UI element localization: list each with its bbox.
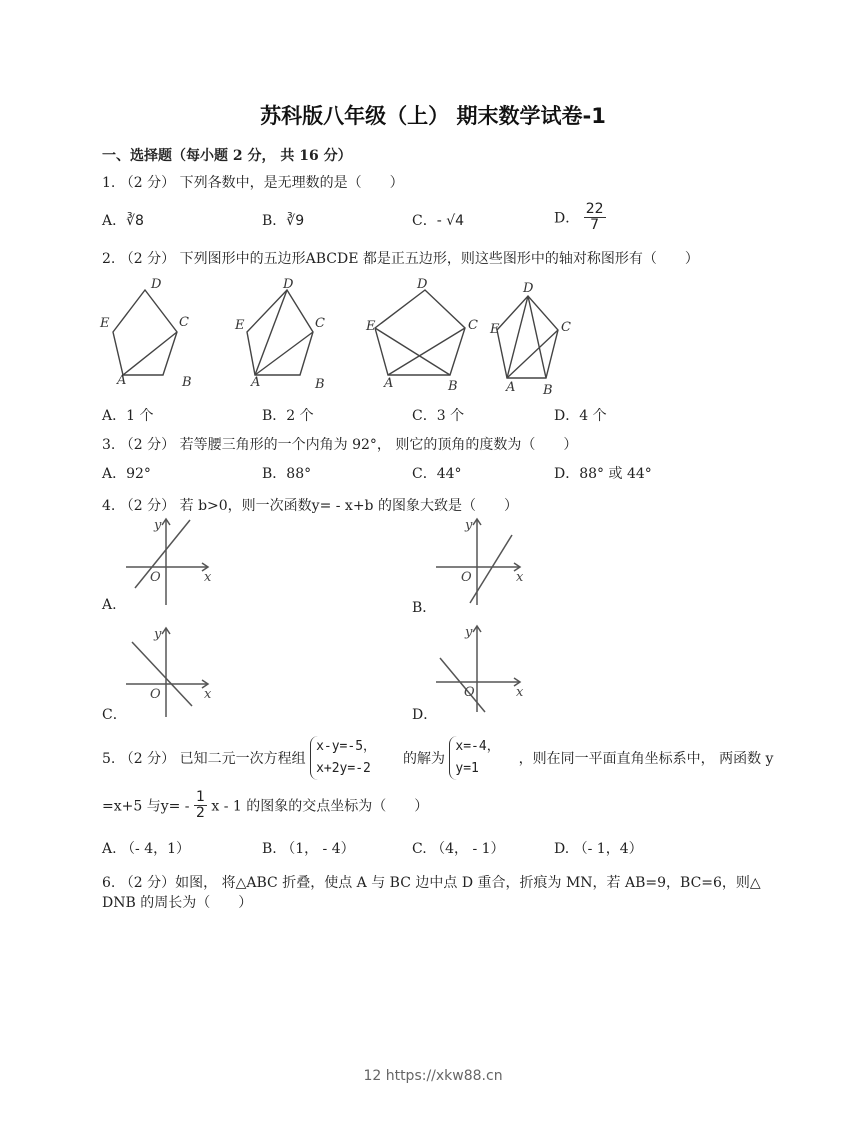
- q3-option-b: B．88°: [262, 466, 312, 482]
- svg-text:B: B: [543, 383, 553, 394]
- svg-text:y: y: [154, 627, 162, 642]
- svg-text:A: A: [251, 375, 261, 390]
- svg-text:A: A: [384, 376, 394, 391]
- question-1-stem: 1. （2 分） 下列各数中，是无理数的是（ ）: [102, 175, 404, 191]
- svg-text:B: B: [182, 375, 192, 390]
- svg-text:A: A: [117, 373, 127, 388]
- question-5-line2: =x+5 与y= - $\frac{1}{2}$ x - 1 的图象的交点坐标为（ ）: [102, 789, 429, 821]
- q1-option-b: B．∛9: [262, 213, 305, 229]
- q2-option-d: D．4 个: [554, 408, 607, 424]
- svg-text:C: C: [561, 320, 571, 335]
- svg-text:x: x: [204, 687, 212, 702]
- question-5-stem: 5. （2 分） 已知二元一次方程组 x-y=-5， x+2y=-2 的解为 x=-4， y=1 ，则在同一平面直角坐标系中， 两函数 y: [102, 736, 773, 780]
- pentagon-figures: [95, 272, 625, 394]
- q1-option-a: A．∛8: [102, 213, 144, 229]
- svg-text:C: C: [315, 316, 325, 331]
- solution-system: x=-4， y=1: [449, 736, 499, 780]
- svg-text:x: x: [204, 570, 212, 585]
- q4-option-d: D．: [412, 707, 438, 723]
- svg-text:A: A: [506, 380, 516, 394]
- svg-text:y: y: [465, 518, 473, 533]
- q2-option-b: B．2 个: [262, 408, 314, 424]
- question-2-stem: 2. （2 分） 下列图形中的五边形ABCDE 都是正五边形，则这些图形中的轴对称图形有（ ）: [102, 251, 699, 267]
- q5-option-b: B. （1， - 4）: [262, 841, 355, 857]
- svg-text:y: y: [154, 518, 162, 533]
- svg-text:B: B: [315, 377, 325, 392]
- svg-text:E: E: [235, 318, 245, 333]
- svg-text:E: E: [490, 322, 500, 337]
- question-4-stem: 4. （2 分） 若 b>0，则一次函数y= - x+b 的图象大致是（ ）: [102, 498, 518, 514]
- graph-c: [120, 622, 220, 717]
- svg-text:O: O: [150, 687, 161, 702]
- q1-option-c: C．- √4: [412, 213, 465, 229]
- svg-text:x: x: [516, 570, 524, 585]
- svg-text:E: E: [366, 319, 376, 334]
- graph-b: [430, 515, 530, 610]
- q4-option-c: C．: [102, 707, 127, 723]
- svg-text:D: D: [417, 277, 428, 292]
- q5-option-a: A. （- 4，1）: [102, 841, 191, 857]
- fraction: $\frac{22}{7}$: [585, 201, 604, 233]
- svg-text:D: D: [523, 281, 534, 296]
- q4-option-b: B．: [412, 600, 437, 616]
- question-3-stem: 3. （2 分） 若等腰三角形的一个内角为 92°， 则它的顶角的度数为（ ）: [102, 437, 578, 453]
- svg-text:C: C: [468, 318, 478, 333]
- svg-text:C: C: [179, 315, 189, 330]
- graph-d: [430, 620, 530, 715]
- svg-text:D: D: [283, 277, 294, 292]
- q2-option-a: A．1 个: [102, 408, 154, 424]
- q4-option-a: A.: [102, 597, 117, 613]
- equation-system: x-y=-5， x+2y=-2: [310, 736, 376, 780]
- question-6-line1: 6. （2 分）如图， 将△ABC 折叠，使点 A 与 BC 边中点 D 重合，折痕为 MN，若 AB=9，BC=6，则△: [102, 875, 761, 891]
- q5-option-d: D. （- 1，4）: [554, 841, 643, 857]
- q1-option-d: D． $\frac{22}{7}$: [554, 201, 604, 233]
- fraction-half: $\frac{1}{2}$: [196, 789, 205, 821]
- svg-text:y: y: [465, 625, 473, 640]
- section-heading: 一、选择题（每小题 2 分， 共 16 分）: [102, 148, 352, 164]
- q3-option-c: C．44°: [412, 466, 462, 482]
- svg-text:O: O: [464, 685, 475, 700]
- graph-a: [120, 515, 220, 610]
- page-footer: 12 https://xkw88.cn: [363, 1068, 503, 1084]
- svg-text:B: B: [448, 379, 458, 394]
- q3-option-d: D．88° 或 44°: [554, 466, 652, 482]
- svg-text:E: E: [100, 316, 110, 331]
- page-title: 苏科版八年级（上） 期末数学试卷-1: [260, 104, 606, 128]
- svg-text:x: x: [516, 685, 524, 700]
- q5-option-c: C. （4， - 1）: [412, 841, 505, 857]
- q2-option-c: C．3 个: [412, 408, 465, 424]
- svg-text:D: D: [151, 277, 162, 292]
- question-6-line2: DNB 的周长为（ ）: [102, 895, 253, 911]
- svg-text:O: O: [461, 570, 472, 585]
- svg-text:O: O: [150, 570, 161, 585]
- q3-option-a: A．92°: [102, 466, 151, 482]
